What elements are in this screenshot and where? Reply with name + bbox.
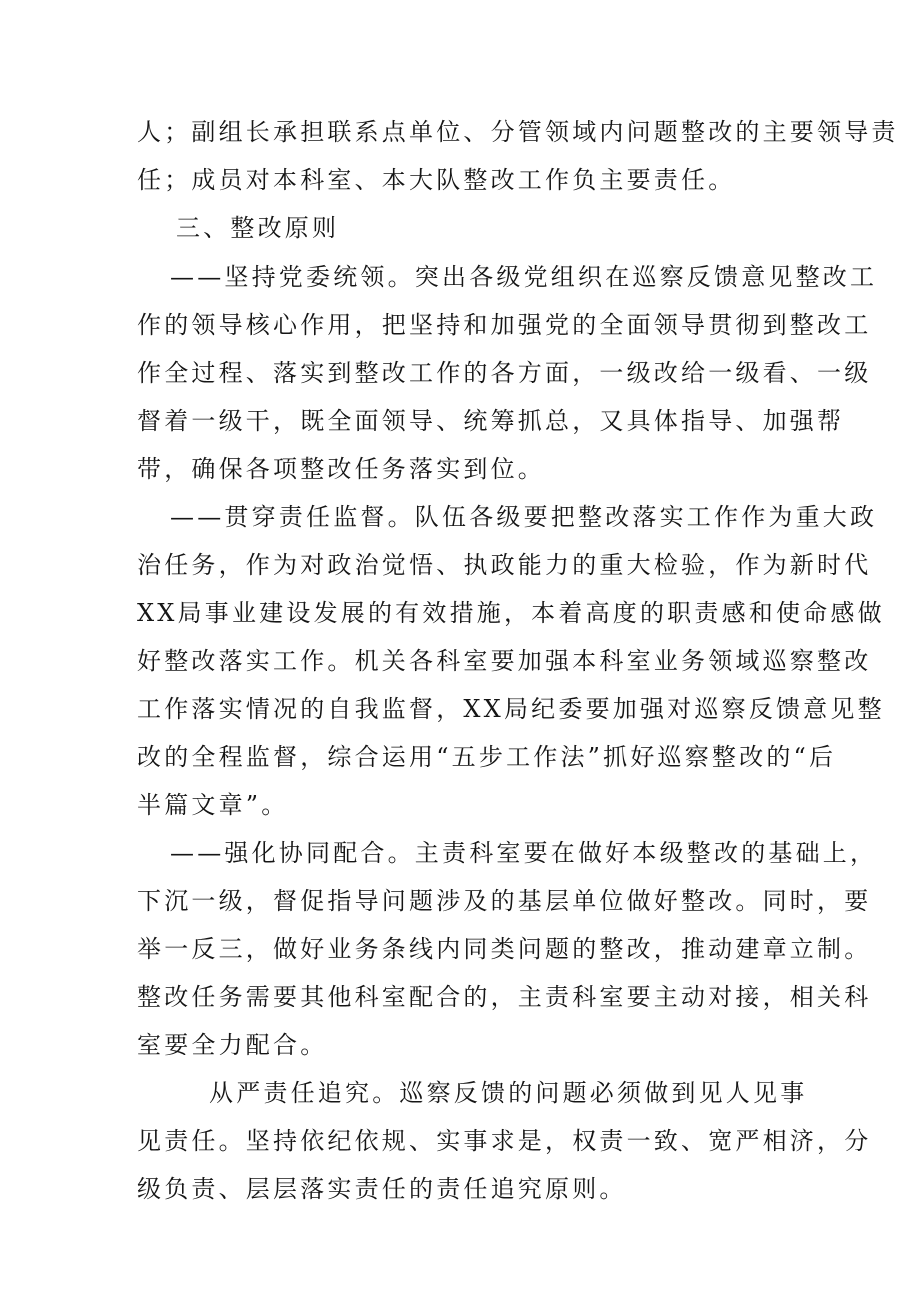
text-line-17: 下沉一级，督促指导问题涉及的基层单位做好整改。同时，要 xyxy=(137,887,872,915)
text-line-4: ——坚持党委统领。突出各级党组织在巡察反馈意见整改工 xyxy=(170,263,878,291)
text-line-20: 室要全力配合。 xyxy=(137,1031,328,1059)
text-line-13: 工作落实情况的自我监督，XX局纪委要加强对巡察反馈意见整 xyxy=(137,695,885,723)
text-line-21: 从严责任追究。巡察反馈的问题必须做到见人见事 xyxy=(209,1079,808,1107)
text-line-2: 任；成员对本科室、本大队整改工作负主要责任。 xyxy=(137,166,736,194)
text-line-12: 好整改落实工作。机关各科室要加强本科室业务领域巡察整改 xyxy=(137,647,872,675)
text-line-14: 改的全程监督，综合运用“五步工作法”抓好巡察整改的“后 xyxy=(137,743,837,771)
text-line-5: 作的领导核心作用，把坚持和加强党的全面领导贯彻到整改工 xyxy=(137,311,872,339)
text-line-10: 治任务，作为对政治觉悟、执政能力的重大检验，作为新时代 xyxy=(137,551,872,579)
text-line-1: 人；副组长承担联系点单位、分管领域内问题整改的主要领导责 xyxy=(137,118,899,146)
text-line-6: 作全过程、落实到整改工作的各方面，一级改给一级看、一级 xyxy=(137,359,872,387)
text-line-18: 举一反三，做好业务条线内同类问题的整改，推动建章立制。 xyxy=(137,935,872,963)
text-line-19: 整改任务需要其他科室配合的，主责科室要主动对接，相关科 xyxy=(137,983,872,1011)
text-line-15: 半篇文章”。 xyxy=(137,791,289,819)
text-line-7: 督着一级干，既全面领导、统筹抓总，又具体指导、加强帮 xyxy=(137,407,845,435)
text-line-22: 见责任。坚持依纪依规、实事求是，权责一致、宽严相济，分 xyxy=(137,1127,872,1155)
text-line-8: 带，确保各项整改任务落实到位。 xyxy=(137,455,545,483)
text-line-11: XX局事业建设发展的有效措施，本着高度的职责感和使命感做 xyxy=(137,599,885,627)
section-heading: 三、整改原则 xyxy=(176,214,340,242)
text-line-16: ——强化协同配合。主责科室要在做好本级整改的基础上， xyxy=(170,839,878,867)
text-line-9: ——贯穿责任监督。队伍各级要把整改落实工作作为重大政 xyxy=(170,503,878,531)
text-line-23: 级负责、层层落实责任的责任追究原则。 xyxy=(137,1175,627,1203)
